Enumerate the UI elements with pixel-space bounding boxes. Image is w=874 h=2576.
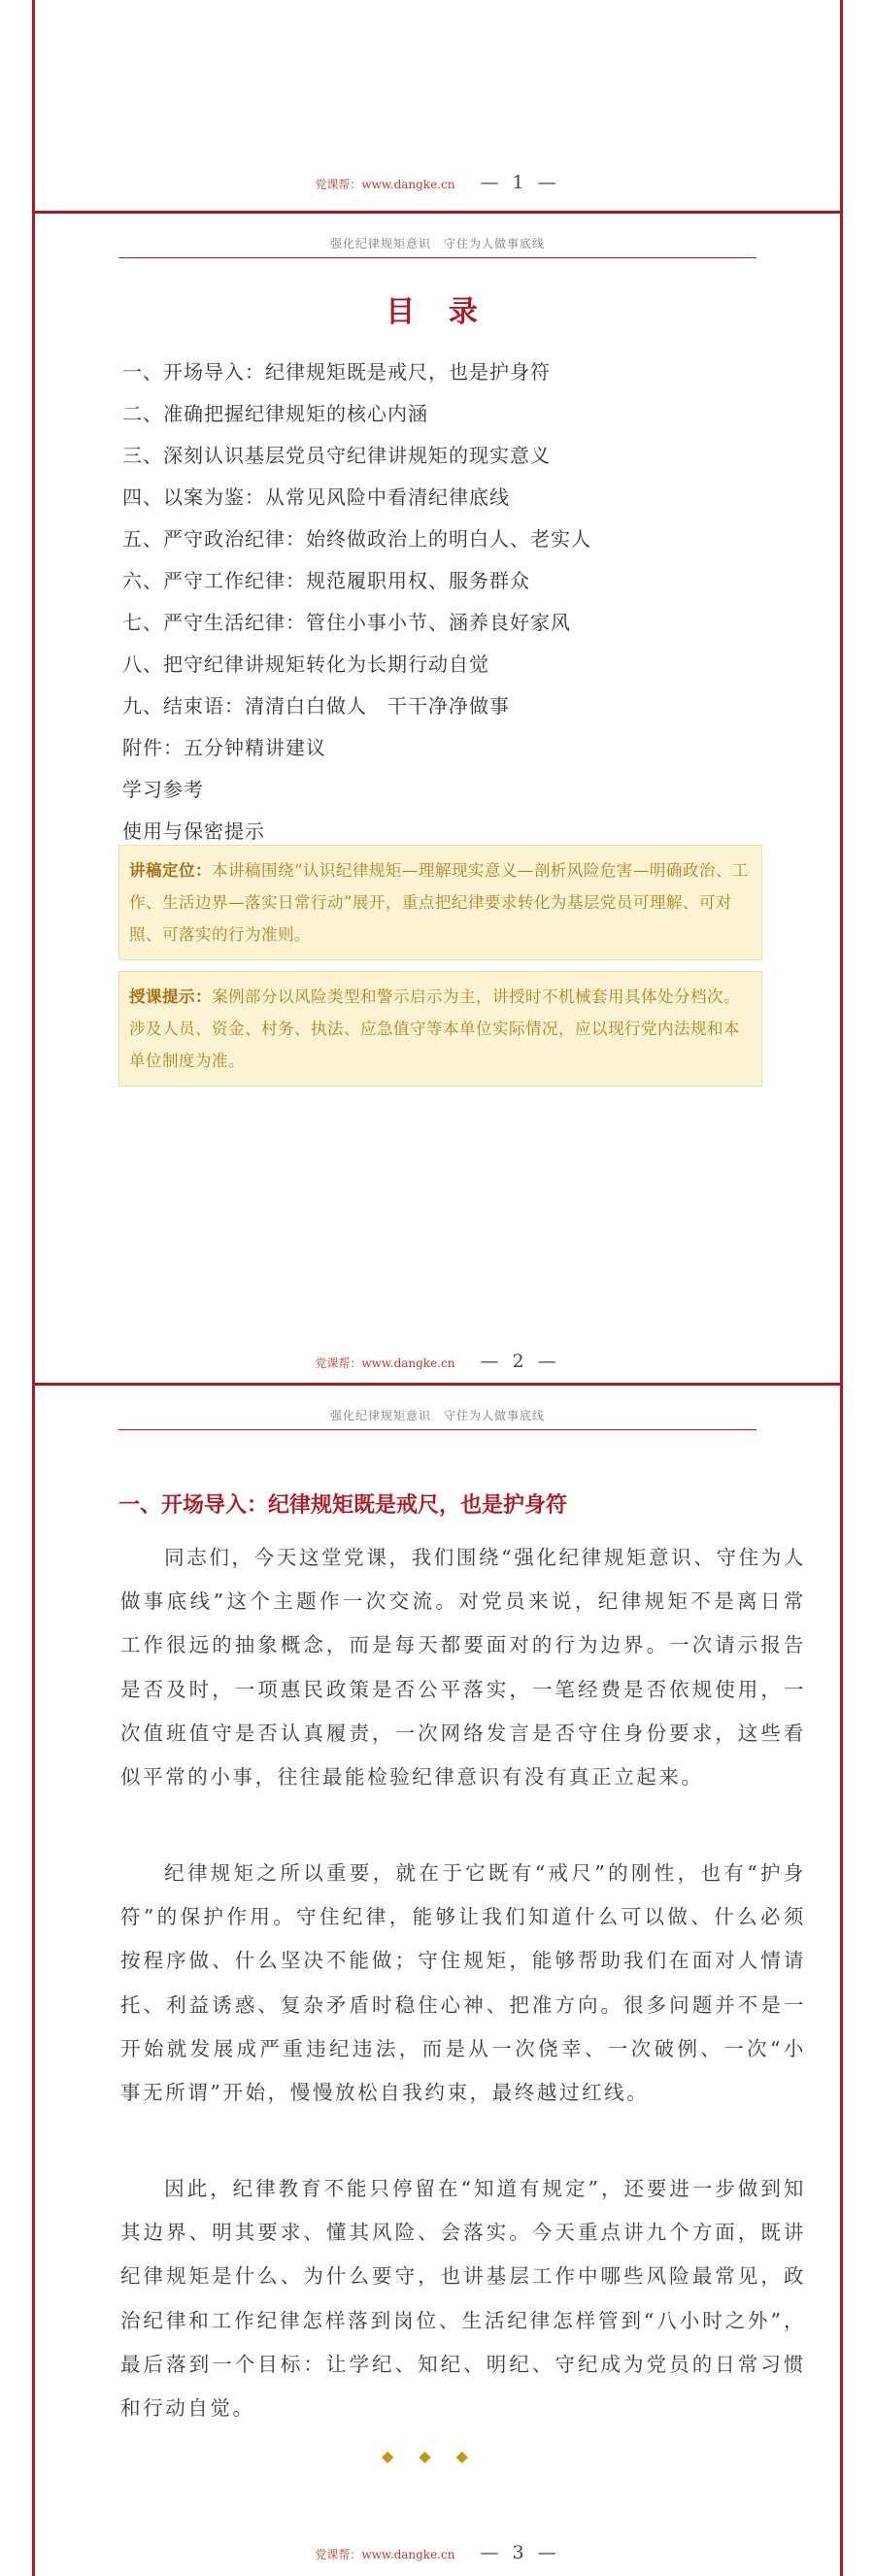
note-text: 案例部分以风险类型和警示启示为主，讲授时不机械套用具体处分档次。涉及人员、资金、村务、执法、应急值守等本单位实际情况，应以现行党内法规和本单位制度为准。 xyxy=(129,987,740,1070)
toc-item[interactable]: 一、开场导入：纪律规矩既是戒尺，也是护身符 xyxy=(122,360,551,384)
toc-item[interactable]: 七、严守生活纪律：管住小事小节、涵养良好家风 xyxy=(122,611,571,634)
page-footer xyxy=(35,171,840,194)
toc-item[interactable]: 附件：五分钟精讲建议 xyxy=(122,736,326,759)
footer-site: 党课帮：www.dangke.cn xyxy=(315,1356,455,1370)
page-2 xyxy=(32,214,843,1383)
page-number: — 1 — xyxy=(480,172,560,193)
toc-item[interactable]: 五、严守政治纪律：始终做政治上的明白人、老实人 xyxy=(122,527,591,551)
toc-item[interactable]: 三、深刻认识基层党员守纪律讲规矩的现实意义 xyxy=(122,444,551,467)
toc-title: 目 录 xyxy=(386,295,489,329)
footer-site: 党课帮：www.dangke.cn xyxy=(315,178,455,191)
note-label: 授课提示： xyxy=(129,987,212,1006)
body-paragraph: 纪律规矩之所以重要，就在于它既有“戒尺”的刚性，也有“护身符”的保护作用。守住纪律，能够让我们知道什么可以做、什么必须按程序做、什么坚决不能做；守住规矩，能够帮助我们在面对人情请托、利益诱惑、复杂矛盾时稳住心神、把准方向。很多问题并不是一开始就发展成严重违纪违法，而是从一次侥幸、一次破例、一次“小事无所谓”开始，慢慢放松自我约束，最终越过红线。 xyxy=(120,1861,806,2105)
toc-item[interactable]: 八、把守纪律讲规矩转化为长期行动自觉 xyxy=(122,652,489,676)
toc-item[interactable]: 九、结束语：清清白白做人 干干净净做事 xyxy=(122,694,510,718)
page-number: — 2 — xyxy=(480,1351,560,1372)
note-teaching-tips xyxy=(118,971,762,1087)
section-title: 一、开场导入：纪律规矩既是戒尺，也是护身符 xyxy=(118,1492,568,1518)
note-text: 本讲稿围绕“认识纪律规矩—理解现实意义—剖析风险危害—明确政治、工作、生活边界—落实日常行动”展开，重点把纪律要求转化为基层党员可理解、可对照、可落实的行为准则。 xyxy=(129,861,749,944)
toc-item[interactable]: 使用与保密提示 xyxy=(122,820,265,843)
page-footer xyxy=(35,1350,840,1373)
end-ornament: ◆◆◆ xyxy=(382,2447,493,2465)
page-footer xyxy=(35,2541,840,2564)
running-header: 强化纪律规矩意识 守住为人做事底线 xyxy=(118,235,756,258)
body-paragraph: 同志们，今天这堂党课，我们围绕“强化纪律规矩意识、守住为人做事底线”这个主题作一次交流。对党员来说，纪律规矩不是离日常工作很远的抽象概念，而是每天都要面对的行为边界。一次请示报告是否及时，一项惠民政策是否公平落实，一笔经费是否依规使用，一次值班值守是否认真履责，一次网络发言是否守住身份要求，这些看似平常的小事，往往最能检验纪律意识有没有真正立起来。 xyxy=(120,1546,806,1790)
toc-item[interactable]: 六、严守工作纪律：规范履职用权、服务群众 xyxy=(122,569,530,592)
toc-item[interactable]: 四、以案为鉴：从常见风险中看清纪律底线 xyxy=(122,485,510,509)
page-3 xyxy=(32,1386,843,2576)
toc-item[interactable]: 学习参考 xyxy=(122,778,204,801)
page-1 xyxy=(32,0,843,213)
note-positioning xyxy=(118,845,762,960)
page-number: — 3 — xyxy=(480,2542,560,2563)
note-label: 讲稿定位： xyxy=(129,861,212,880)
running-header: 强化纪律规矩意识 守住为人做事底线 xyxy=(118,1407,756,1430)
toc-list xyxy=(122,351,753,853)
footer-site: 党课帮：www.dangke.cn xyxy=(315,2548,455,2561)
toc-item[interactable]: 二、准确把握纪律规矩的核心内涵 xyxy=(122,402,428,425)
body-paragraph: 因此，纪律教育不能只停留在“知道有规定”，还要进一步做到知其边界、明其要求、懂其风险、会落实。今天重点讲九个方面，既讲纪律规矩是什么、为什么要守，也讲基层工作中哪些风险最常见，政治纪律和工作纪律怎样落到岗位、生活纪律怎样管到“八小时之外”，最后落到一个目标：让学纪、知纪、明纪、守纪成为党员的日常习惯和行动自觉。 xyxy=(120,2177,806,2421)
